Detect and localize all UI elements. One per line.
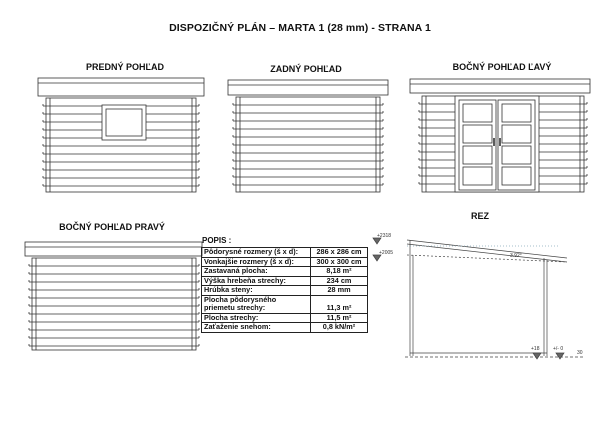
spec-table	[201, 247, 368, 333]
spec-label: priemetu strechy:	[202, 304, 311, 313]
spec-row	[202, 286, 368, 296]
spec-label: Výška hrebeňa strechy:	[202, 276, 311, 286]
section-view-label: REZ	[471, 211, 489, 221]
spec-label: Plocha pôdorysného	[202, 295, 311, 304]
spec-label: Zastavaná plocha:	[202, 267, 311, 277]
back-view-label: ZADNÝ POHĽAD	[270, 64, 342, 74]
spec-value: 28 mm	[311, 286, 368, 296]
level-marker	[533, 353, 541, 359]
rafter-line	[407, 255, 567, 262]
spec-value: 234 cm	[311, 276, 368, 286]
spec-label: Pôdorysné rozmery (š x d):	[202, 248, 311, 258]
wall-outline	[32, 258, 196, 350]
eave-level-mark: +2005	[379, 250, 394, 256]
roof-slab	[25, 242, 202, 256]
spec-value: 286 x 286 cm	[311, 248, 368, 258]
spec-label: Zaťaženie snehom:	[202, 323, 311, 333]
spec-row	[202, 304, 368, 313]
page-title: DISPOZIČNÝ PLÁN – MARTA 1 (28 mm) - STRANA 1	[169, 22, 431, 34]
spec-value: 11,3 m²	[311, 304, 368, 313]
spec-value: 0,8 kN/m²	[311, 323, 368, 333]
top-level-mark: +2318	[377, 233, 392, 239]
spec-row	[202, 248, 368, 258]
spec-row	[202, 323, 368, 333]
spec-label: Vonkajšie rozmery (š x d):	[202, 257, 311, 267]
spec-value: 11,5 m²	[311, 313, 368, 323]
popis-title: POPIS :	[202, 236, 232, 245]
level-marker	[556, 353, 564, 359]
spec-row	[202, 267, 368, 277]
wall-outline	[236, 97, 380, 192]
door-frame	[455, 96, 539, 192]
roof-top-line	[407, 240, 567, 258]
roof-under-line	[407, 244, 567, 262]
ground-mark-b: +/- 0	[553, 346, 564, 352]
right-view-label: BOČNÝ POHĽAD PRAVÝ	[59, 222, 165, 232]
roof-slab	[228, 80, 388, 95]
roof-slab	[38, 78, 204, 96]
window-frame	[102, 105, 146, 140]
roof-slab	[410, 79, 590, 93]
spec-label: Hrúbka steny:	[202, 286, 311, 296]
spec-label: Plocha strechy:	[202, 313, 311, 323]
slope-mark: 3.92°	[510, 253, 522, 259]
ground-mark-a: +18	[531, 346, 540, 352]
left-view-label: BOČNÝ POHĽAD ĽAVÝ	[452, 62, 552, 72]
spec-value: 8,18 m²	[311, 267, 368, 277]
spec-value: 300 x 300 cm	[311, 257, 368, 267]
front-view-label: PREDNÝ POHĽAD	[85, 62, 164, 72]
right-mark: 30	[577, 350, 583, 356]
